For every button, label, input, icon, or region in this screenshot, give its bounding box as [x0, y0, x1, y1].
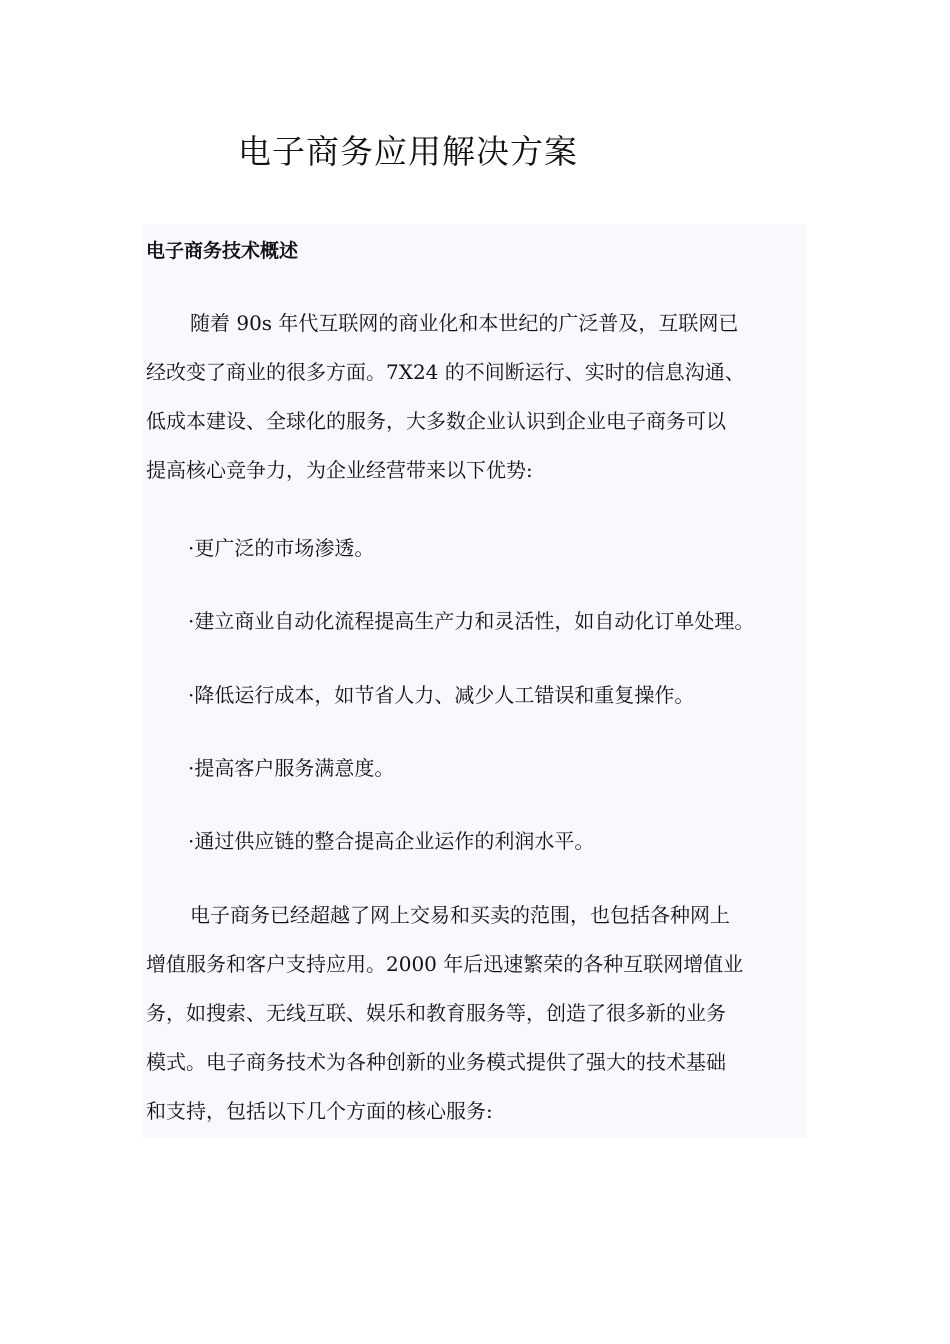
- bullet-item: ·更广泛的市场渗透。: [188, 536, 375, 560]
- bullet-item: ·提高客户服务满意度。: [188, 756, 395, 780]
- bullet-item: ·通过供应链的整合提高企业运作的利润水平。: [188, 829, 595, 853]
- services-paragraph: [146, 891, 796, 1136]
- paragraph-line: 提高核心竞争力，为企业经营带来以下优势:: [146, 458, 533, 482]
- bullet-item: ·建立商业自动化流程提高生产力和灵活性，如自动化订单处理。: [188, 609, 755, 633]
- section-heading: 电子商务技术概述: [146, 240, 299, 262]
- paragraph-line: 务，如搜索、无线互联、娱乐和教育服务等，创造了很多新的业务: [146, 1001, 726, 1025]
- paragraph-line: 增值服务和客户支持应用。2000 年后迅速繁荣的各种互联网增值业: [146, 952, 744, 976]
- bullet-item: ·降低运行成本，如节省人力、减少人工错误和重复操作。: [188, 683, 695, 707]
- paragraph-line: 经改变了商业的很多方面。7X24 的不间断运行、实时的信息沟通、: [146, 360, 745, 384]
- paragraph-line: 电子商务已经超越了网上交易和买卖的范围，也包括各种网上: [190, 903, 730, 927]
- paragraph-line: 随着 90s 年代互联网的商业化和本世纪的广泛普及，互联网已: [190, 311, 739, 335]
- intro-paragraph: [146, 299, 796, 495]
- paragraph-line: 和支持，包括以下几个方面的核心服务:: [146, 1099, 493, 1123]
- page-title: 电子商务应用解决方案: [238, 132, 578, 171]
- paragraph-line: 模式。电子商务技术为各种创新的业务模式提供了强大的技术基础: [146, 1050, 726, 1074]
- paragraph-line: 低成本建设、全球化的服务，大多数企业认识到企业电子商务可以: [146, 409, 726, 433]
